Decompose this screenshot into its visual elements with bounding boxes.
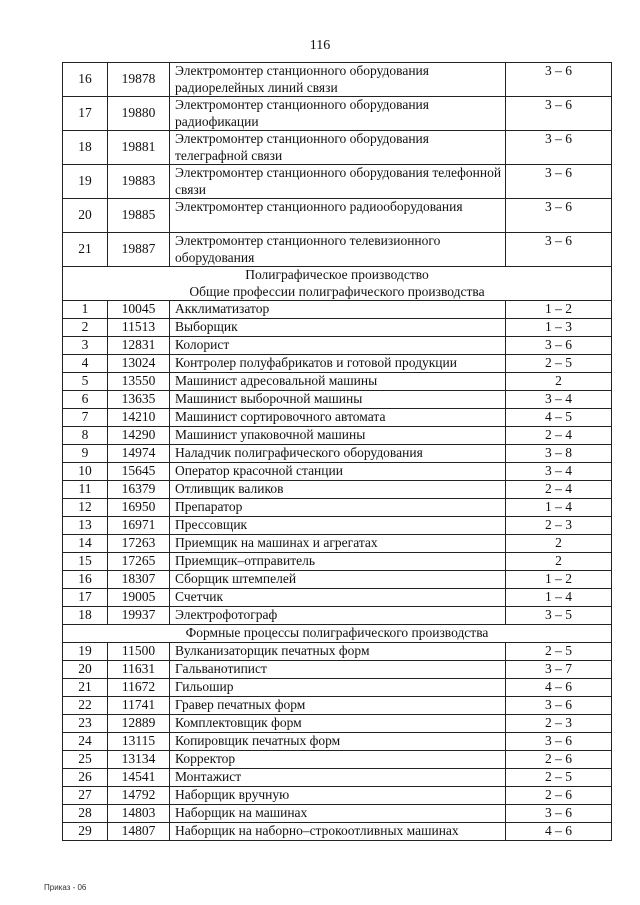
grade-range: 1 – 4 xyxy=(506,499,612,517)
row-number: 4 xyxy=(63,355,108,373)
profession-code: 11500 xyxy=(108,642,170,660)
grade-range: 2 – 5 xyxy=(506,642,612,660)
profession-name: Корректор xyxy=(170,750,506,768)
table-row xyxy=(63,301,612,319)
row-number: 23 xyxy=(63,714,108,732)
section-subtitle: Общие профессии полиграфического производства xyxy=(189,283,485,299)
grade-range: 3 – 6 xyxy=(506,131,612,165)
profession-code: 19887 xyxy=(108,233,170,267)
profession-code: 19885 xyxy=(108,199,170,233)
profession-name: Электромонтер станционного радиооборудования xyxy=(170,199,506,233)
table-row xyxy=(63,463,612,481)
profession-name: Наладчик полиграфического оборудования xyxy=(170,445,506,463)
grade-range: 2 xyxy=(506,553,612,571)
row-number: 18 xyxy=(63,607,108,625)
grade-range: 2 – 5 xyxy=(506,355,612,373)
profession-name: Машинист выборочной машины xyxy=(170,391,506,409)
grade-range: 2 – 5 xyxy=(506,768,612,786)
profession-code: 11741 xyxy=(108,696,170,714)
profession-code: 14803 xyxy=(108,804,170,822)
table-row xyxy=(63,553,612,571)
row-number: 6 xyxy=(63,391,108,409)
footer-note: Приказ - 06 xyxy=(44,883,87,892)
profession-name: Электрофотограф xyxy=(170,607,506,625)
profession-name: Вулканизаторщик печатных форм xyxy=(170,642,506,660)
profession-name: Приемщик на машинах и агрегатах xyxy=(170,535,506,553)
section-header xyxy=(63,267,612,301)
profession-name: Наборщик на наборно–строкоотливных машинах xyxy=(170,822,506,840)
profession-name: Наборщик на машинах xyxy=(170,804,506,822)
profession-code: 14807 xyxy=(108,822,170,840)
row-number: 12 xyxy=(63,499,108,517)
grade-range: 3 – 6 xyxy=(506,804,612,822)
table-row xyxy=(63,571,612,589)
grade-range: 3 – 6 xyxy=(506,165,612,199)
profession-name: Электромонтер станционного оборудования радиофикации xyxy=(170,97,506,131)
profession-name: Электромонтер станционного оборудования телеграфной связи xyxy=(170,131,506,165)
profession-code: 13635 xyxy=(108,391,170,409)
row-number: 22 xyxy=(63,696,108,714)
grade-range: 3 – 6 xyxy=(506,732,612,750)
grade-range: 3 – 6 xyxy=(506,199,612,233)
profession-name: Комплектовщик форм xyxy=(170,714,506,732)
grade-range: 3 – 6 xyxy=(506,233,612,267)
profession-code: 19883 xyxy=(108,165,170,199)
profession-code: 11631 xyxy=(108,660,170,678)
grade-range: 4 – 6 xyxy=(506,678,612,696)
profession-name: Прессовщик xyxy=(170,517,506,535)
row-number: 15 xyxy=(63,553,108,571)
profession-code: 15645 xyxy=(108,463,170,481)
grade-range: 2 – 6 xyxy=(506,750,612,768)
profession-code: 19878 xyxy=(108,63,170,97)
profession-code: 13115 xyxy=(108,732,170,750)
table-row xyxy=(63,481,612,499)
profession-name: Счетчик xyxy=(170,589,506,607)
table-row xyxy=(63,373,612,391)
grade-range: 3 – 8 xyxy=(506,445,612,463)
profession-code: 17263 xyxy=(108,535,170,553)
row-number: 21 xyxy=(63,678,108,696)
section-header-row xyxy=(63,267,612,301)
row-number: 20 xyxy=(63,199,108,233)
profession-name: Электромонтер станционного оборудования радиорелейных линий связи xyxy=(170,63,506,97)
profession-code: 10045 xyxy=(108,301,170,319)
row-number: 16 xyxy=(63,63,108,97)
table-row xyxy=(63,714,612,732)
page-number: 116 xyxy=(309,38,331,53)
profession-name: Колорист xyxy=(170,337,506,355)
table-row xyxy=(63,696,612,714)
grade-range: 4 – 5 xyxy=(506,409,612,427)
row-number: 2 xyxy=(63,319,108,337)
table-row xyxy=(63,804,612,822)
table-row xyxy=(63,660,612,678)
profession-name: Машинист упаковочной машины xyxy=(170,427,506,445)
table-row xyxy=(63,678,612,696)
grade-range: 3 – 6 xyxy=(506,696,612,714)
row-number: 20 xyxy=(63,660,108,678)
section-title: Полиграфическое производство xyxy=(245,267,429,282)
profession-code: 11513 xyxy=(108,319,170,337)
table-row xyxy=(63,165,612,199)
table-row xyxy=(63,391,612,409)
grade-range: 2 – 6 xyxy=(506,786,612,804)
table-row xyxy=(63,642,612,660)
table-row xyxy=(63,499,612,517)
profession-code: 14290 xyxy=(108,427,170,445)
profession-code: 11672 xyxy=(108,678,170,696)
profession-code: 16950 xyxy=(108,499,170,517)
professions-table xyxy=(62,62,612,841)
table-row xyxy=(63,445,612,463)
row-number: 9 xyxy=(63,445,108,463)
profession-code: 16379 xyxy=(108,481,170,499)
row-number: 21 xyxy=(63,233,108,267)
table-row xyxy=(63,607,612,625)
profession-name: Гильошир xyxy=(170,678,506,696)
profession-code: 13134 xyxy=(108,750,170,768)
table-row xyxy=(63,427,612,445)
section-header-row xyxy=(63,625,612,643)
row-number: 27 xyxy=(63,786,108,804)
table-row xyxy=(63,535,612,553)
table-row xyxy=(63,822,612,840)
table-row xyxy=(63,786,612,804)
profession-name: Машинист сортировочного автомата xyxy=(170,409,506,427)
grade-range: 1 – 2 xyxy=(506,571,612,589)
profession-code: 16971 xyxy=(108,517,170,535)
grade-range: 2 – 3 xyxy=(506,517,612,535)
table-row xyxy=(63,750,612,768)
profession-code: 14541 xyxy=(108,768,170,786)
profession-code: 14210 xyxy=(108,409,170,427)
profession-code: 19005 xyxy=(108,589,170,607)
grade-range: 3 – 6 xyxy=(506,97,612,131)
profession-name: Отливщик валиков xyxy=(170,481,506,499)
table-row xyxy=(63,517,612,535)
profession-name: Монтажист xyxy=(170,768,506,786)
grade-range: 3 – 4 xyxy=(506,391,612,409)
row-number: 26 xyxy=(63,768,108,786)
grade-range: 3 – 6 xyxy=(506,63,612,97)
profession-code: 12889 xyxy=(108,714,170,732)
table-row xyxy=(63,732,612,750)
table-row xyxy=(63,355,612,373)
row-number: 17 xyxy=(63,589,108,607)
profession-code: 14974 xyxy=(108,445,170,463)
row-number: 29 xyxy=(63,822,108,840)
profession-name: Выборщик xyxy=(170,319,506,337)
grade-range: 1 – 4 xyxy=(506,589,612,607)
profession-name: Наборщик вручную xyxy=(170,786,506,804)
profession-name: Электромонтер станционного оборудования телефонной связи xyxy=(170,165,506,199)
table-row xyxy=(63,589,612,607)
row-number: 5 xyxy=(63,373,108,391)
grade-range: 1 – 3 xyxy=(506,319,612,337)
table-row xyxy=(63,131,612,165)
profession-name: Акклиматизатор xyxy=(170,301,506,319)
grade-range: 2 – 4 xyxy=(506,481,612,499)
row-number: 16 xyxy=(63,571,108,589)
row-number: 14 xyxy=(63,535,108,553)
row-number: 13 xyxy=(63,517,108,535)
row-number: 18 xyxy=(63,131,108,165)
grade-range: 3 – 7 xyxy=(506,660,612,678)
row-number: 11 xyxy=(63,481,108,499)
profession-name: Препаратор xyxy=(170,499,506,517)
profession-name: Электромонтер станционного телевизионного оборудования xyxy=(170,233,506,267)
profession-code: 13024 xyxy=(108,355,170,373)
table-row xyxy=(63,233,612,267)
profession-code: 18307 xyxy=(108,571,170,589)
profession-code: 19937 xyxy=(108,607,170,625)
grade-range: 2 xyxy=(506,373,612,391)
table-row xyxy=(63,97,612,131)
table-row xyxy=(63,768,612,786)
table-row xyxy=(63,319,612,337)
row-number: 1 xyxy=(63,301,108,319)
row-number: 25 xyxy=(63,750,108,768)
profession-name: Приемщик–отправитель xyxy=(170,553,506,571)
table-row xyxy=(63,337,612,355)
table-row xyxy=(63,409,612,427)
section-title: Формные процессы полиграфического производства xyxy=(185,625,489,640)
profession-name: Сборщик штемпелей xyxy=(170,571,506,589)
table-row xyxy=(63,63,612,97)
row-number: 8 xyxy=(63,427,108,445)
grade-range: 1 – 2 xyxy=(506,301,612,319)
row-number: 24 xyxy=(63,732,108,750)
grade-range: 2 – 4 xyxy=(506,427,612,445)
row-number: 7 xyxy=(63,409,108,427)
row-number: 17 xyxy=(63,97,108,131)
profession-name: Контролер полуфабрикатов и готовой продукции xyxy=(170,355,506,373)
profession-code: 19881 xyxy=(108,131,170,165)
grade-range: 3 – 6 xyxy=(506,337,612,355)
grade-range: 4 – 6 xyxy=(506,822,612,840)
profession-code: 19880 xyxy=(108,97,170,131)
row-number: 19 xyxy=(63,165,108,199)
profession-code: 14792 xyxy=(108,786,170,804)
profession-code: 17265 xyxy=(108,553,170,571)
profession-name: Оператор красочной станции xyxy=(170,463,506,481)
grade-range: 2 – 3 xyxy=(506,714,612,732)
table-row xyxy=(63,199,612,233)
section-header xyxy=(63,625,612,643)
profession-name: Машинист адресовальной машины xyxy=(170,373,506,391)
row-number: 3 xyxy=(63,337,108,355)
profession-code: 12831 xyxy=(108,337,170,355)
grade-range: 2 xyxy=(506,535,612,553)
profession-name: Копировщик печатных форм xyxy=(170,732,506,750)
profession-name: Гальванотипист xyxy=(170,660,506,678)
row-number: 28 xyxy=(63,804,108,822)
row-number: 10 xyxy=(63,463,108,481)
grade-range: 3 – 5 xyxy=(506,607,612,625)
profession-code: 13550 xyxy=(108,373,170,391)
grade-range: 3 – 4 xyxy=(506,463,612,481)
profession-name: Гравер печатных форм xyxy=(170,696,506,714)
row-number: 19 xyxy=(63,642,108,660)
